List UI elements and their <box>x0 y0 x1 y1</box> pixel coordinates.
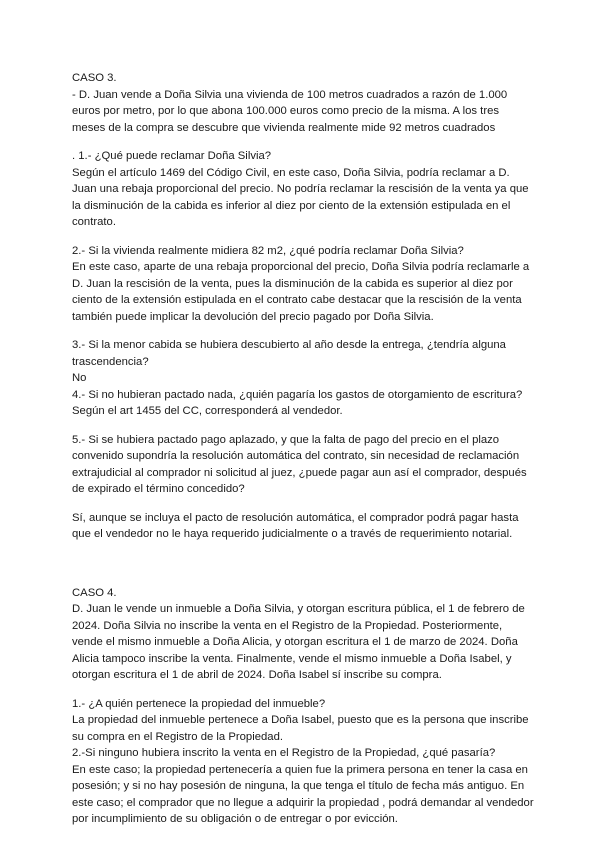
case-4-section <box>72 585 534 828</box>
case-3-question-2 <box>72 243 530 326</box>
text-line: 3.- Si la menor cabida se hubiera descubierto al año desde la entrega, ¿tendría alguna <box>72 339 506 351</box>
text-line: vende el mismo inmueble a Doña Alicia, y otorgan escritura el 1 de marzo de 2024. Doña <box>72 636 518 648</box>
case-3-statement <box>72 87 530 137</box>
text-line: convenido supondría la resolución automática del contrato, sin necesidad de reclamación <box>72 450 520 462</box>
text-line: contrato. <box>72 216 116 228</box>
case-3-questions-3-4 <box>72 337 530 420</box>
text-line: 5.- Si se hubiera pactado pago aplazado, y que la falta de pago del precio en el plazo <box>72 433 500 446</box>
text-line: también puede implicar la devolución del precio pagado por Doña Silvia. <box>72 310 434 323</box>
case-4-questions <box>72 696 534 828</box>
text-line: trascendencia? <box>72 355 149 368</box>
text-line: 2.-Si ninguno hubiera inscrito la venta en el Registro de la Propiedad, ¿qué pasaría? <box>72 747 496 759</box>
text-line: que el vendedor no le haya requerido judicialmente o a través de requerimiento notarial. <box>72 528 513 540</box>
case-3-question-5 <box>72 432 530 498</box>
text-line: otorgan escritura el 1 de abril de 2024. Doña Isabel sí inscribe su compra. <box>72 669 442 681</box>
text-line: Según el artículo 1469 del Código Civil, en este caso, Doña Silvia, podría reclamar a D. <box>72 166 510 179</box>
text-line: Sí, aunque se incluya el pacto de resolución automática, el comprador podrá pagar hasta <box>72 511 519 524</box>
text-line: este caso; el comprador que no llegue a adquirir la propiedad , podrá demandar al vendedor <box>72 796 534 809</box>
text-line: ciento de la extensión estipulada en el contrato cabe destacar que la rescisión de la venta <box>72 294 522 306</box>
case-3-question-1 <box>72 148 530 231</box>
text-line: La propiedad del inmueble pertenece a Doña Isabel, puesto que es la persona que inscribe <box>72 714 529 726</box>
text-line: de expirado el término concedido? <box>72 483 245 495</box>
text-line: euros por metro, por lo que abona 100.000 euros como precio de la misma. A los tres <box>72 105 500 117</box>
text-line: 1.- ¿A quién pertenece la propiedad del inmueble? <box>72 697 326 710</box>
text-line: Alicia tampoco inscribe la venta. Finalmente, vende el mismo inmueble a Doña Isabel, y <box>72 652 512 665</box>
text-line: 4.- Si no hubieran pactado nada, ¿quién pagaría los gastos de otorgamiento de escritura? <box>72 388 523 401</box>
text-line: En este caso; la propiedad pertenecería a quien fue la primera persona en tener la casa en <box>72 763 528 776</box>
text-line: D. Juan le vende un inmueble a Doña Silvia, y otorgan escritura pública, el 1 de febrero de <box>72 603 525 615</box>
case-4-title: CASO 4. <box>72 586 117 599</box>
text-line: En este caso, aparte de una rebaja proporcional del precio, Doña Silvia podría reclamarle a <box>72 261 530 273</box>
case-3-title: CASO 3. <box>72 72 117 84</box>
text-line: meses de la compra se descubre que vivienda realmente mide 92 metros cuadrados <box>72 121 496 134</box>
text-line: D. Juan la rescisión de la venta, pues la disminución de la cabida es superior al diez por <box>72 277 513 290</box>
text-line: Según el art 1455 del CC, corresponderá al vendedor. <box>72 405 343 417</box>
case-4-statement <box>72 601 530 684</box>
text-line: la disminución de la cabida es inferior al diez por ciento de la extensión estipulada en el <box>72 199 511 212</box>
text-line: por incumplimiento de su obligación o de entregar o por evicción. <box>72 813 398 825</box>
text-line: extrajudicial al comprador ni solicitud al juez, ¿puede pagar aun así el comprador, después <box>72 466 527 479</box>
case-3-answer-5 <box>72 510 530 543</box>
text-line: . 1.- ¿Qué puede reclamar Doña Silvia? <box>72 150 272 162</box>
text-line: 2024. Doña Silvia no inscribe la venta en el Registro de la Propiedad. Posteriormente, <box>72 619 503 632</box>
text-line: - D. Juan vende a Doña Silvia una vivienda de 100 metros cuadrados a razón de 1.000 <box>72 88 508 101</box>
text-line: su compra en el Registro de la Propiedad. <box>72 730 283 743</box>
case-3-section <box>72 70 530 543</box>
text-line: No <box>72 372 87 384</box>
text-line: 2.- Si la vivienda realmente midiera 82 m2, ¿qué podría reclamar Doña Silvia? <box>72 244 464 257</box>
text-line: Juan una rebaja proporcional del precio. No podría reclamar la rescisión de la venta ya que <box>72 183 529 195</box>
text-line: posesión; y si no hay posesión de ninguna, la que tenga el título de fecha más antiguo. En <box>72 780 525 792</box>
